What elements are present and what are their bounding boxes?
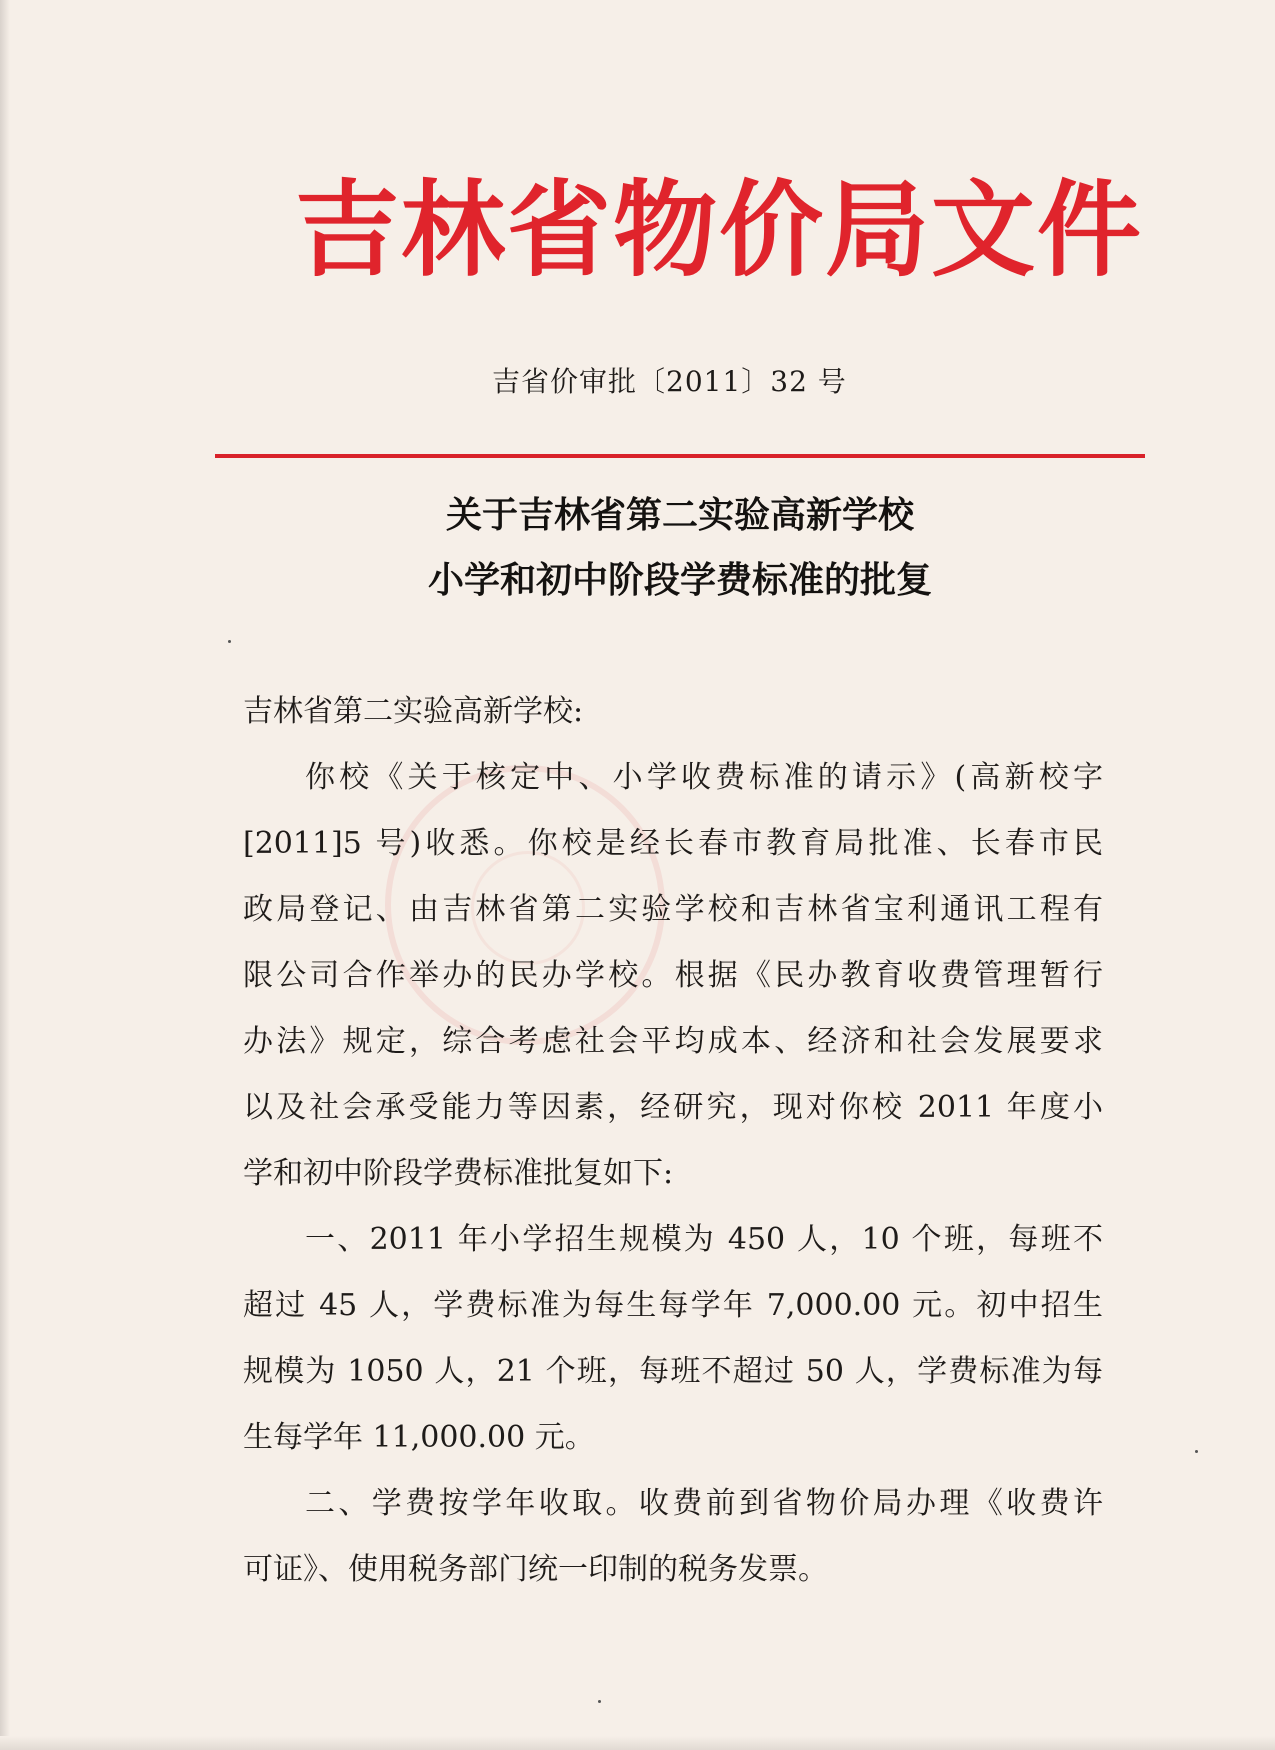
red-divider-line xyxy=(215,454,1145,458)
paper-speck xyxy=(228,640,231,643)
page-edge-shadow xyxy=(0,0,10,1750)
body-line: 限公司合作举办的民办学校。根据《民办教育收费管理暂行 xyxy=(243,958,1103,993)
paper-speck xyxy=(598,1700,601,1703)
body-line: 政局登记、由吉林省第二实验学校和吉林省宝利通讯工程有 xyxy=(243,892,1103,927)
body-line: 你校《关于核定中、小学收费标准的请示》(高新校字 xyxy=(305,760,1103,795)
addressee: 吉林省第二实验高新学校: xyxy=(243,694,584,729)
body-line: 生每学年 11,000.00 元。 xyxy=(243,1420,595,1455)
body-line: 规模为 1050 人，21 个班，每班不超过 50 人，学费标准为每 xyxy=(243,1354,1103,1389)
body-line: 可证》、使用税务部门统一印制的税务发票。 xyxy=(243,1552,828,1587)
body-line: 学和初中阶段学费标准批复如下: xyxy=(243,1156,674,1191)
body-line: 以及社会承受能力等因素，经研究，现对你校 2011 年度小 xyxy=(243,1090,1103,1125)
body-line: [2011]5 号)收悉。你校是经长春市教育局批准、长春市民 xyxy=(243,826,1103,861)
paper-speck xyxy=(1195,1450,1198,1453)
subject-title-line-1: 关于吉林省第二实验高新学校 xyxy=(445,494,914,536)
page-bottom-shadow xyxy=(0,1736,1275,1750)
body-line: 一、2011 年小学招生规模为 450 人，10 个班，每班不 xyxy=(305,1222,1103,1257)
document-header-title: 吉林省物价局文件 xyxy=(295,168,1144,291)
body-line: 二、学费按学年收取。收费前到省物价局办理《收费许 xyxy=(305,1486,1103,1521)
body-line: 办法》规定，综合考虑社会平均成本、经济和社会发展要求 xyxy=(243,1024,1103,1059)
body-line: 超过 45 人，学费标准为每生每学年 7,000.00 元。初中招生 xyxy=(243,1288,1103,1323)
subject-title-line-2: 小学和初中阶段学费标准的批复 xyxy=(427,559,932,601)
document-number: 吉省价审批〔2011〕32 号 xyxy=(492,365,847,398)
